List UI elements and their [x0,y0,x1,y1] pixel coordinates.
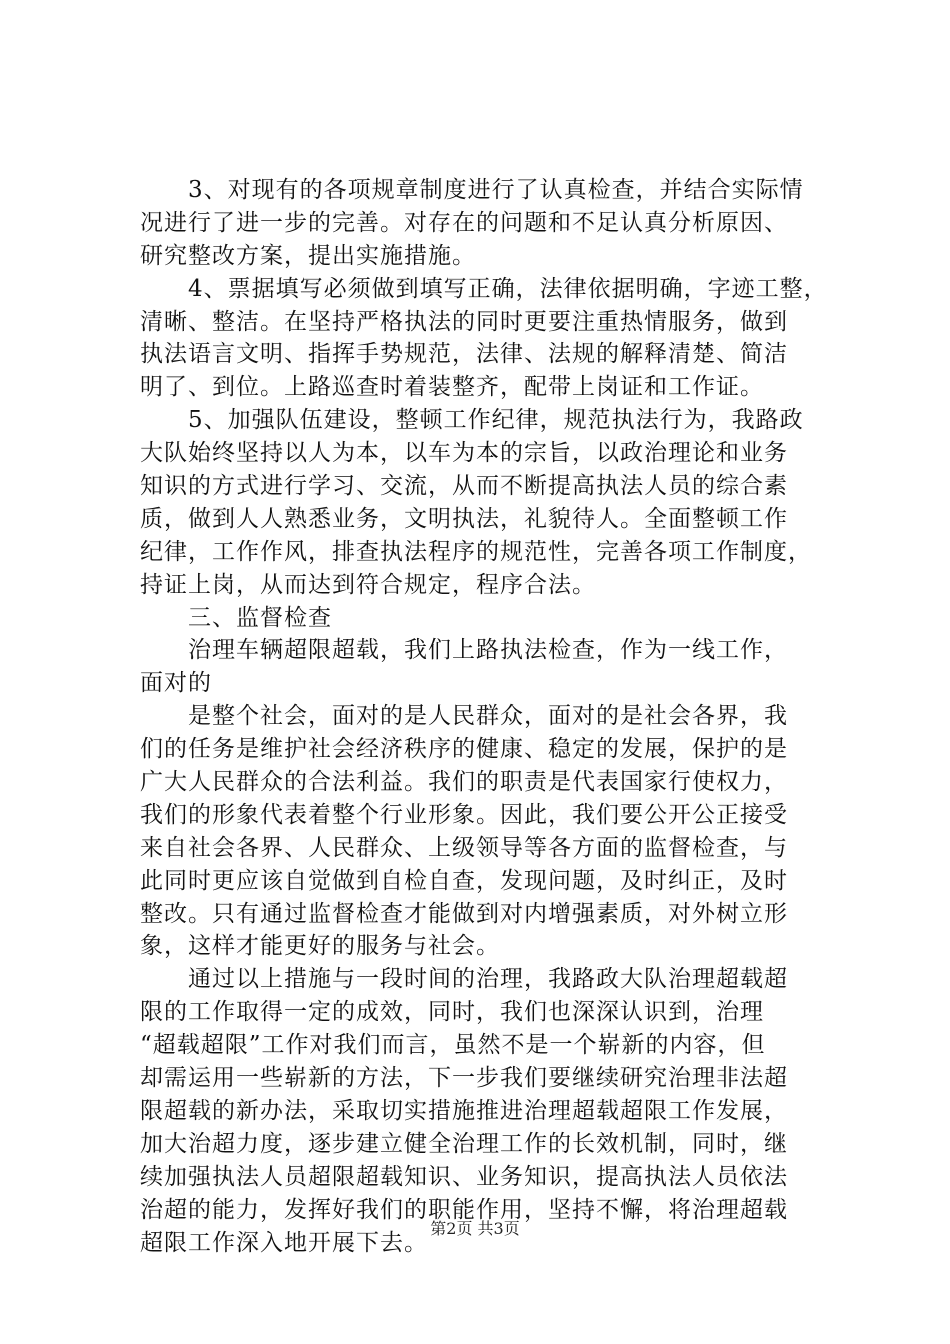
text-line: 通过以上措施与一段时间的治理，我路政大队治理超载超 [140,966,788,993]
text-line: 此同时更应该自觉做到自检自查，发现问题，及时纠正，及时 [140,867,788,894]
text-line: 来自社会各界、人民群众、上级领导等各方面的监督检查，与 [140,834,788,861]
text-line: 纪律，工作作风，排查执法程序的规范性，完善各项工作制度， [140,538,812,565]
text-line: 5、加强队伍建设，整顿工作纪律，规范执法行为，我路政 [140,407,804,434]
text-line: 广大人民群众的合法利益。我们的职责是代表国家行使权力， [140,769,788,796]
text-line: 限的工作取得一定的成效，同时，我们也深深认识到，治理 [140,999,764,1026]
text-line: 质，做到人人熟悉业务，文明执法，礼貌待人。全面整顿工作 [140,505,788,532]
text-line: 治理车辆超限超载，我们上路执法检查，作为一线工作， [140,637,788,664]
text-line: 持证上岗，从而达到符合规定，程序合法。 [140,571,596,598]
text-line: 却需运用一些崭新的方法，下一步我们要继续研究治理非法超 [140,1065,788,1092]
text-line: 3、对现有的各项规章制度进行了认真检查，并结合实际情 [140,177,804,203]
text-line: 面对的 [140,670,212,697]
text-line: 超限工作深入地开展下去。 [140,1229,428,1256]
text-line: 研究整改方案，提出实施措施。 [140,242,476,269]
section-heading: 三、监督检查 [140,604,332,631]
text-line: 知识的方式进行学习、交流，从而不断提高执法人员的综合素 [140,473,788,500]
text-line: 加大治超力度，逐步建立健全治理工作的长效机制，同时，继 [140,1130,788,1157]
document-body [140,174,840,1259]
text-line: 治超的能力，发挥好我们的职能作用，坚持不懈，将治理超载 [140,1196,788,1223]
text-line: 续加强执法人员超限超载知识、业务知识，提高执法人员依法 [140,1163,788,1190]
text-line: 们的任务是维护社会经济秩序的健康、稳定的发展，保护的是 [140,736,788,763]
text-line: 明了、到位。上路巡查时着装整齐，配带上岗证和工作证。 [140,374,764,401]
text-line: 限超载的新办法，采取切实措施推进治理超载超限工作发展， [140,1097,788,1124]
page-number: 第2页 共3页 [430,1219,520,1238]
text-line: 我们的形象代表着整个行业形象。因此，我们要公开公正接受 [140,801,788,828]
text-line: 清晰、整洁。在坚持严格执法的同时更要注重热情服务，做到 [140,308,788,335]
text-line: 况进行了进一步的完善。对存在的问题和不足认真分析原因、 [140,209,788,236]
text-line: 是整个社会，面对的是人民群众，面对的是社会各界，我 [140,703,788,730]
text-line: “超载超限”工作对我们而言，虽然不是一个崭新的内容，但 [140,1032,766,1059]
text-line: 大队始终坚持以人为本，以车为本的宗旨，以政治理论和业务 [140,440,788,467]
text-line: 执法语言文明、指挥手势规范，法律、法规的解释清楚、简洁 [140,341,788,368]
text-line: 4、票据填写必须做到填写正确，法律依据明确，字迹工整， [140,275,828,302]
text-line: 整改。只有通过监督检查才能做到对内增强素质，对外树立形 [140,900,788,927]
text-line: 象，这样才能更好的服务与社会。 [140,933,500,960]
